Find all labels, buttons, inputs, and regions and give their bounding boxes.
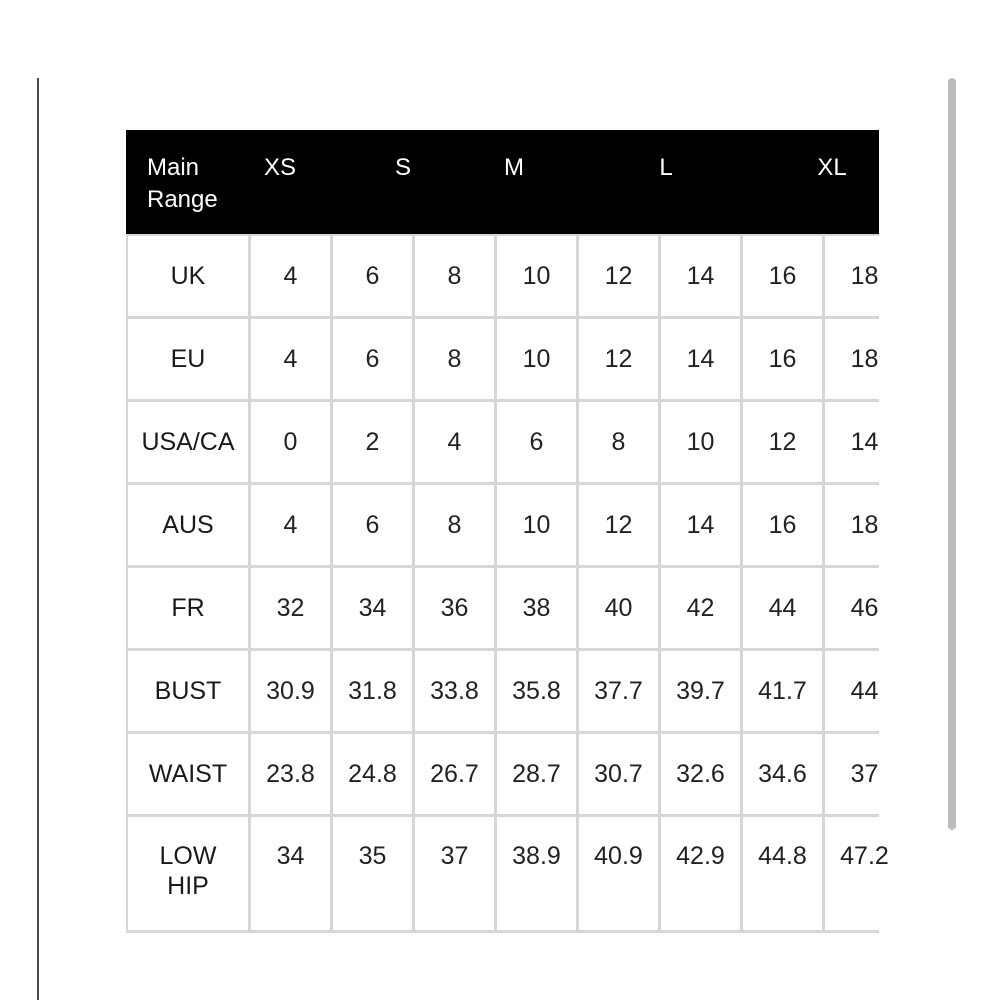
table-cell: 12 <box>579 319 658 399</box>
row-label: AUS <box>128 485 248 565</box>
table-cell: 35 <box>333 817 412 930</box>
size-chart-header <box>126 130 879 234</box>
table-cell: 42.9 <box>661 817 740 930</box>
table-cell: 16 <box>743 319 822 399</box>
table-cell: 16 <box>743 485 822 565</box>
table-cell: 36 <box>415 568 494 648</box>
row-label: BUST <box>128 651 248 731</box>
row-label: LOW HIP <box>128 817 248 930</box>
table-cell: 6 <box>333 236 412 316</box>
table-cell: 8 <box>415 319 494 399</box>
table-cell: 8 <box>415 485 494 565</box>
table-cell: 35.8 <box>497 651 576 731</box>
table-cell: 31.8 <box>333 651 412 731</box>
table-cell: 14 <box>661 485 740 565</box>
table-cell: 34 <box>333 568 412 648</box>
table-cell: 14 <box>661 236 740 316</box>
size-label-l: L <box>659 154 673 181</box>
table-cell: 33.8 <box>415 651 494 731</box>
table-cell: 2 <box>333 402 412 482</box>
table-cell: 34.6 <box>743 734 822 814</box>
row-label: UK <box>128 236 248 316</box>
table-cell: 4 <box>415 402 494 482</box>
size-label-xs: XS <box>263 154 297 181</box>
scrollbar[interactable] <box>948 78 956 830</box>
table-cell: 40 <box>579 568 658 648</box>
table-cell: 4 <box>251 319 330 399</box>
table-cell: 16 <box>743 236 822 316</box>
table-cell: 41.7 <box>743 651 822 731</box>
table-cell: 32 <box>251 568 330 648</box>
table-cell: 6 <box>333 485 412 565</box>
table-cell: 8 <box>415 236 494 316</box>
left-divider <box>37 78 39 1000</box>
table-cell: 12 <box>743 402 822 482</box>
table-cell: 28.7 <box>497 734 576 814</box>
table-cell: 32.6 <box>661 734 740 814</box>
table-cell: 10 <box>497 236 576 316</box>
table-cell: 6 <box>497 402 576 482</box>
table-cell: 18 <box>825 236 904 316</box>
table-cell: 39.7 <box>661 651 740 731</box>
table-cell: 4 <box>251 236 330 316</box>
table-cell: 46 <box>825 568 904 648</box>
size-label-m: M <box>504 154 524 181</box>
table-cell: 44 <box>825 651 904 731</box>
size-table <box>126 234 889 933</box>
table-cell: 44 <box>743 568 822 648</box>
table-cell: 34 <box>251 817 330 930</box>
table-cell: 24.8 <box>333 734 412 814</box>
table-cell: 14 <box>661 319 740 399</box>
table-cell: 37.7 <box>579 651 658 731</box>
table-cell: 6 <box>333 319 412 399</box>
table-cell: 37 <box>415 817 494 930</box>
table-cell: 47.2 <box>825 817 904 930</box>
table-cell: 38.9 <box>497 817 576 930</box>
size-label-xl: XL <box>817 154 847 181</box>
main-range-label: Main Range <box>147 154 218 213</box>
table-cell: 44.8 <box>743 817 822 930</box>
row-label: FR <box>128 568 248 648</box>
table-cell: 42 <box>661 568 740 648</box>
table-cell: 26.7 <box>415 734 494 814</box>
table-cell: 12 <box>579 236 658 316</box>
table-cell: 10 <box>497 319 576 399</box>
table-cell: 14 <box>825 402 904 482</box>
table-cell: 12 <box>579 485 658 565</box>
table-cell: 10 <box>497 485 576 565</box>
table-cell: 40.9 <box>579 817 658 930</box>
table-cell: 38 <box>497 568 576 648</box>
table-cell: 8 <box>579 402 658 482</box>
table-cell: 30.7 <box>579 734 658 814</box>
row-label: USA/CA <box>128 402 248 482</box>
table-cell: 4 <box>251 485 330 565</box>
row-label: WAIST <box>128 734 248 814</box>
size-label-s: S <box>394 154 412 181</box>
size-chart <box>126 130 889 933</box>
table-cell: 10 <box>661 402 740 482</box>
table-cell: 23.8 <box>251 734 330 814</box>
table-cell: 0 <box>251 402 330 482</box>
table-cell: 18 <box>825 485 904 565</box>
table-cell: 37 <box>825 734 904 814</box>
row-label: EU <box>128 319 248 399</box>
table-cell: 18 <box>825 319 904 399</box>
table-cell: 30.9 <box>251 651 330 731</box>
